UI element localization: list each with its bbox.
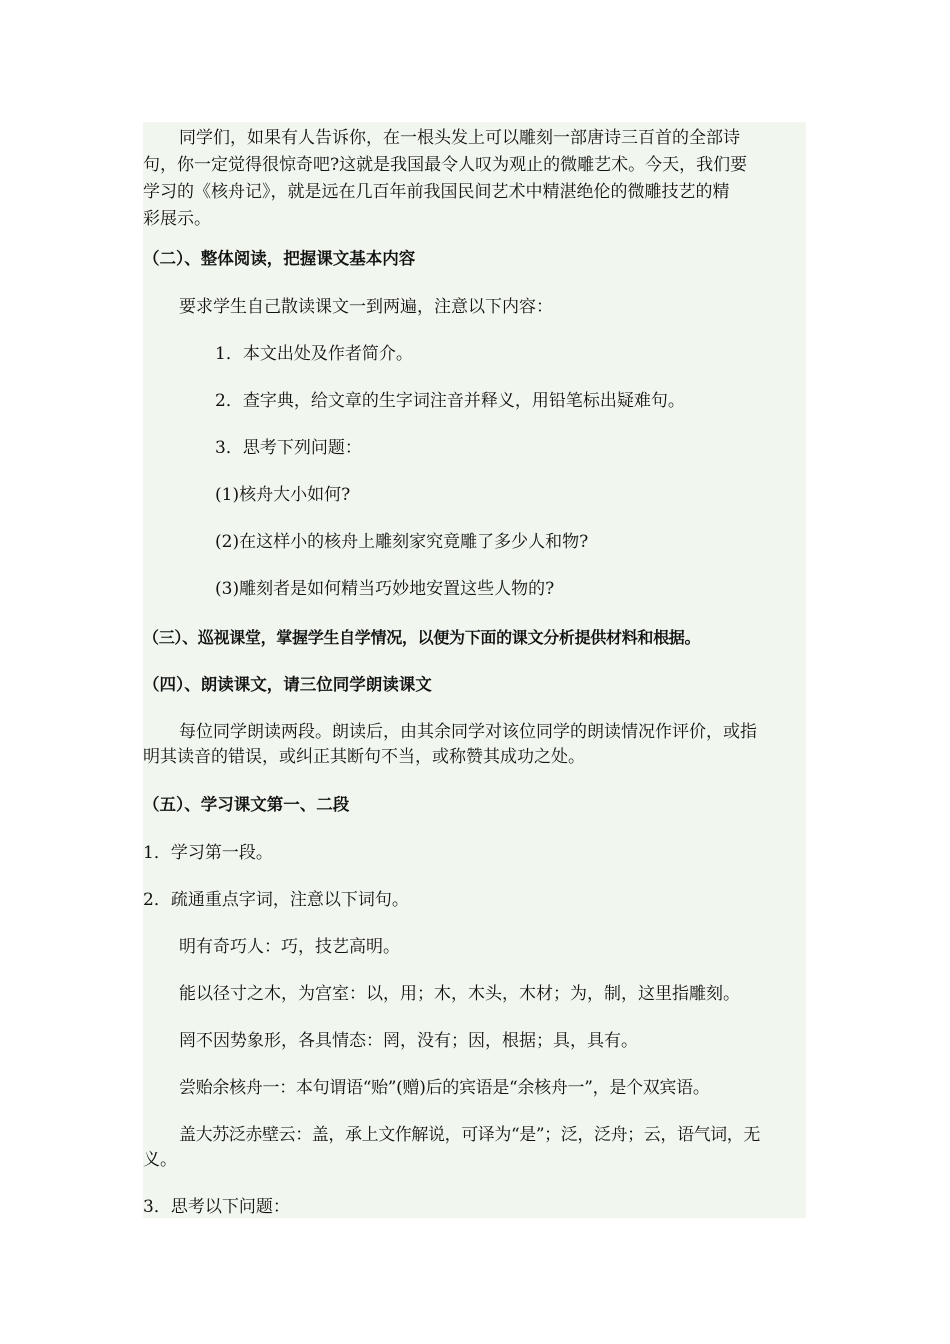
section-heading-2: （二）、整体阅读，把握课文基本内容 <box>143 249 416 268</box>
section-heading-3: （三）、巡视课堂，掌握学生自学情况，以便为下面的课文分析提供材料和根据。 <box>143 628 701 647</box>
question-item: (2)在这样小的核舟上雕刻家究竟雕了多少人和物? <box>215 532 589 552</box>
step-item: 2．疏通重点字词，注意以下词句。 <box>143 890 409 910</box>
step-item: 3．思考以下问题： <box>143 1197 290 1217</box>
intro-line-2: 句，你一定觉得很惊奇吧?这就是我国最令人叹为观止的微雕艺术。今天，我们要 <box>143 155 748 175</box>
question-item: (1)核舟大小如何? <box>215 485 351 505</box>
vocab-item: 能以径寸之木，为宫室：以，用；木，木头，木材；为，制，这里指雕刻。 <box>179 984 740 1004</box>
question-item: (3)雕刻者是如何精当巧妙地安置这些人物的? <box>215 579 555 599</box>
vocab-item: 盖大苏泛赤壁云：盖，承上文作解说，可译为“是”；泛，泛舟；云，语气词，无 <box>179 1125 760 1145</box>
vocab-item: 尝贻余核舟一：本句谓语“贻”(赠)后的宾语是“余核舟一”，是个双宾语。 <box>179 1078 710 1098</box>
document-page <box>143 122 806 1218</box>
vocab-item-continuation: 义。 <box>143 1150 177 1170</box>
list-item: 1．本文出处及作者简介。 <box>215 344 413 364</box>
section-heading-5: （五）、学习课文第一、二段 <box>143 795 350 814</box>
intro-line-1: 同学们，如果有人告诉你，在一根头发上可以雕刻一部唐诗三百首的全部诗 <box>179 128 740 148</box>
reading-line-2: 明其读音的错误，或纠正其断句不当，或称赞其成功之处。 <box>143 747 585 767</box>
vocab-item: 罔不因势象形，各具情态：罔，没有；因，根据；具，具有。 <box>179 1031 638 1051</box>
intro-line-4: 彩展示。 <box>143 209 211 229</box>
reading-line-1: 每位同学朗读两段。朗读后，由其余同学对该位同学的朗读情况作评价，或指 <box>179 722 757 742</box>
requirement-text: 要求学生自己散读课文一到两遍，注意以下内容： <box>179 297 553 317</box>
section-heading-4: （四）、朗读课文，请三位同学朗读课文 <box>143 675 432 694</box>
vocab-item: 明有奇巧人：巧，技艺高明。 <box>179 937 400 957</box>
step-item: 1．学习第一段。 <box>143 843 273 863</box>
list-item: 2．查字典，给文章的生字词注音并释义，用铅笔标出疑难句。 <box>215 391 685 411</box>
intro-line-3: 学习的《核舟记》，就是远在几百年前我国民间艺术中精湛绝伦的微雕技艺的精 <box>143 182 730 202</box>
list-item: 3．思考下列问题： <box>215 438 362 458</box>
